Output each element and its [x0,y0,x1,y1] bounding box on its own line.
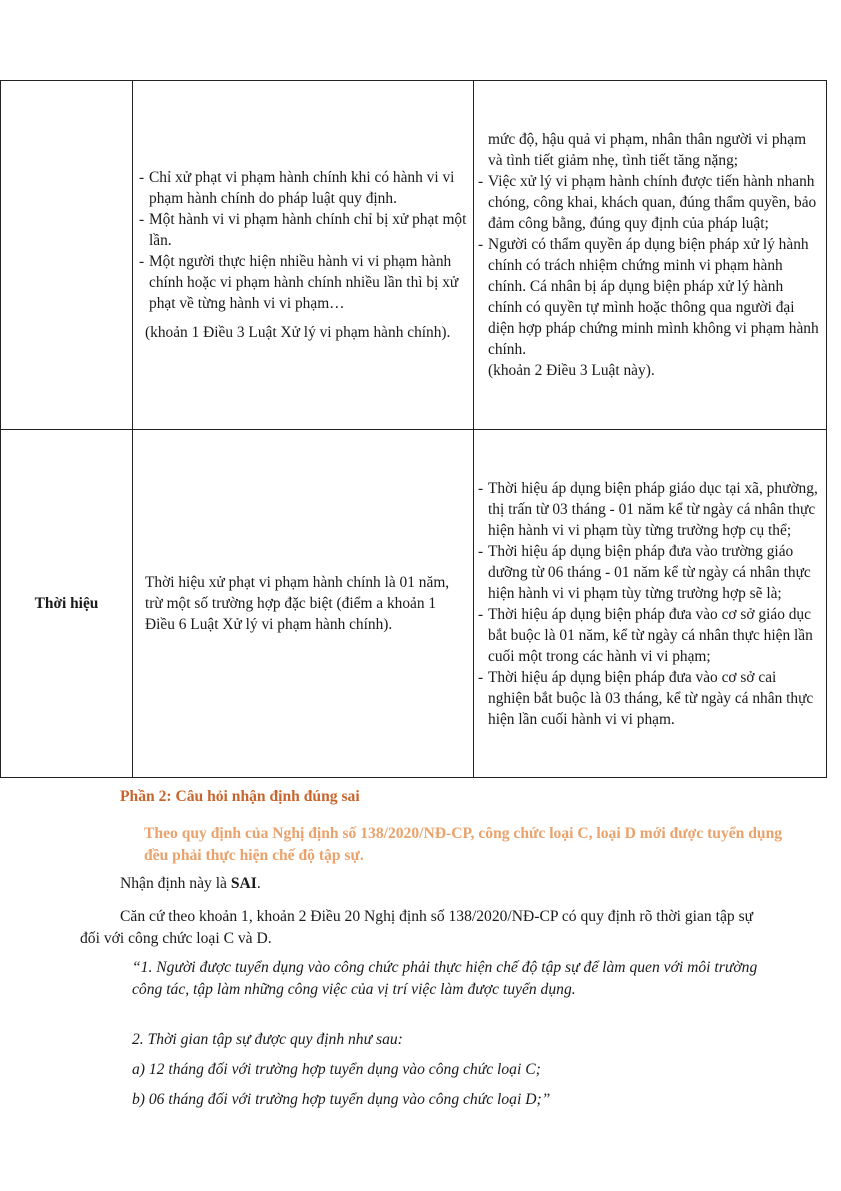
row-label [1,81,133,430]
section-title: Phần 2: Câu hỏi nhận định đúng sai [120,788,360,805]
list-item: - Thời hiệu áp dụng biện pháp đưa vào trường giáo dưỡng từ 06 tháng - 01 năm kể từ ngày cá nhân thực hiện hành vi vi phạm tùy từng trường hợp sẽ là; [478,542,811,602]
penalty-principles-cell [133,81,474,430]
list-item: - Một hành vi vi phạm hành chính chỉ bị xử phạt một lần. [139,211,467,249]
quoted-clause: “1. Người được tuyển dụng vào công chức phải thực hiện chế độ tập sự để làm quen với môi trường công tác, tập làm những công việc của vị trí việc làm được tuyển dụng. [132,959,758,998]
list-item: - Người có thẩm quyền áp dụng biện pháp xử lý hành chính có trách nhiệm chứng minh vi phạm hành chính. Cá nhân bị áp dụng biện pháp xử lý hành chính có quyền tự mình hoặc thông qua người đại diện hợp pháp chứng minh mình không vi phạm hành chính. [478,236,819,358]
verdict-line: Nhận định này là SAI. [120,875,261,892]
quoted-clause: a) 12 tháng đối với trường hợp tuyển dụng vào công chức loại C; [132,1061,541,1078]
row-label: Thời hiệu [1,430,133,778]
handling-principles-cell [474,81,827,430]
penalty-limitation-cell: Thời hiệu xử phạt vi phạm hành chính là 01 năm, trừ một số trường hợp đặc biệt (điểm a khoản 1 Điều 6 Luật Xử lý vi phạm hành chính). [133,430,474,778]
quoted-clause: b) 06 tháng đối với trường hợp tuyển dụng vào công chức loại D;” [132,1091,551,1108]
verdict-value: SAI [230,875,257,892]
list-item: - Chỉ xử phạt vi phạm hành chính khi có hành vi vi phạm hành chính do pháp luật quy định. [139,169,455,207]
legal-citation: (khoản 2 Điều 3 Luật này). [488,362,655,379]
table-row [1,81,827,430]
continued-text: mức độ, hậu quả vi phạm, nhân thân người vi phạm và tình tiết giảm nhẹ, tình tiết tăng nặng; [488,131,807,169]
list-item: - Việc xử lý vi phạm hành chính được tiến hành nhanh chóng, công khai, khách quan, đúng thẩm quyền, bảo đảm công bằng, đúng quy định của pháp luật; [478,173,817,232]
list-item: - Một người thực hiện nhiều hành vi vi phạm hành chính hoặc vi phạm hành chính nhiều lần thì bị xử phạt về từng hành vi vi phạm… [139,253,459,312]
true-false-statement: Theo quy định của Nghị định số 138/2020/NĐ-CP, công chức loại C, loại D mới được tuyển dụng đều phải thực hiện chế độ tập sự. [144,825,783,864]
legal-basis: Căn cứ theo khoản 1, khoản 2 Điều 20 Nghị định số 138/2020/NĐ-CP có quy định rõ thời gian tập sự đối với công chức loại C và D. [80,908,754,947]
handling-limitation-cell [474,430,827,778]
legal-citation: (khoản 1 Điều 3 Luật Xử lý vi phạm hành chính). [145,324,451,341]
quoted-clause: 2. Thời gian tập sự được quy định như sau: [132,1031,403,1048]
table-row [1,430,827,778]
list-item: - Thời hiệu áp dụng biện pháp đưa vào cơ sở giáo dục bắt buộc là 01 năm, kể từ ngày cá nhân thực hiện lần cuối một trong các hành vi vi phạm; [478,605,813,665]
comparison-table [0,80,827,778]
list-item: - Thời hiệu áp dụng biện pháp đưa vào cơ sở cai nghiện bắt buộc là 03 tháng, kể từ ngày cá nhân thực hiện lần cuối hành vi vi phạm. [478,668,814,728]
list-item: - Thời hiệu áp dụng biện pháp giáo dục tại xã, phường, thị trấn từ 03 tháng - 01 năm kể từ ngày cá nhân thực hiện hành vi vi phạm tùy từng trường hợp cụ thể; [478,479,818,539]
